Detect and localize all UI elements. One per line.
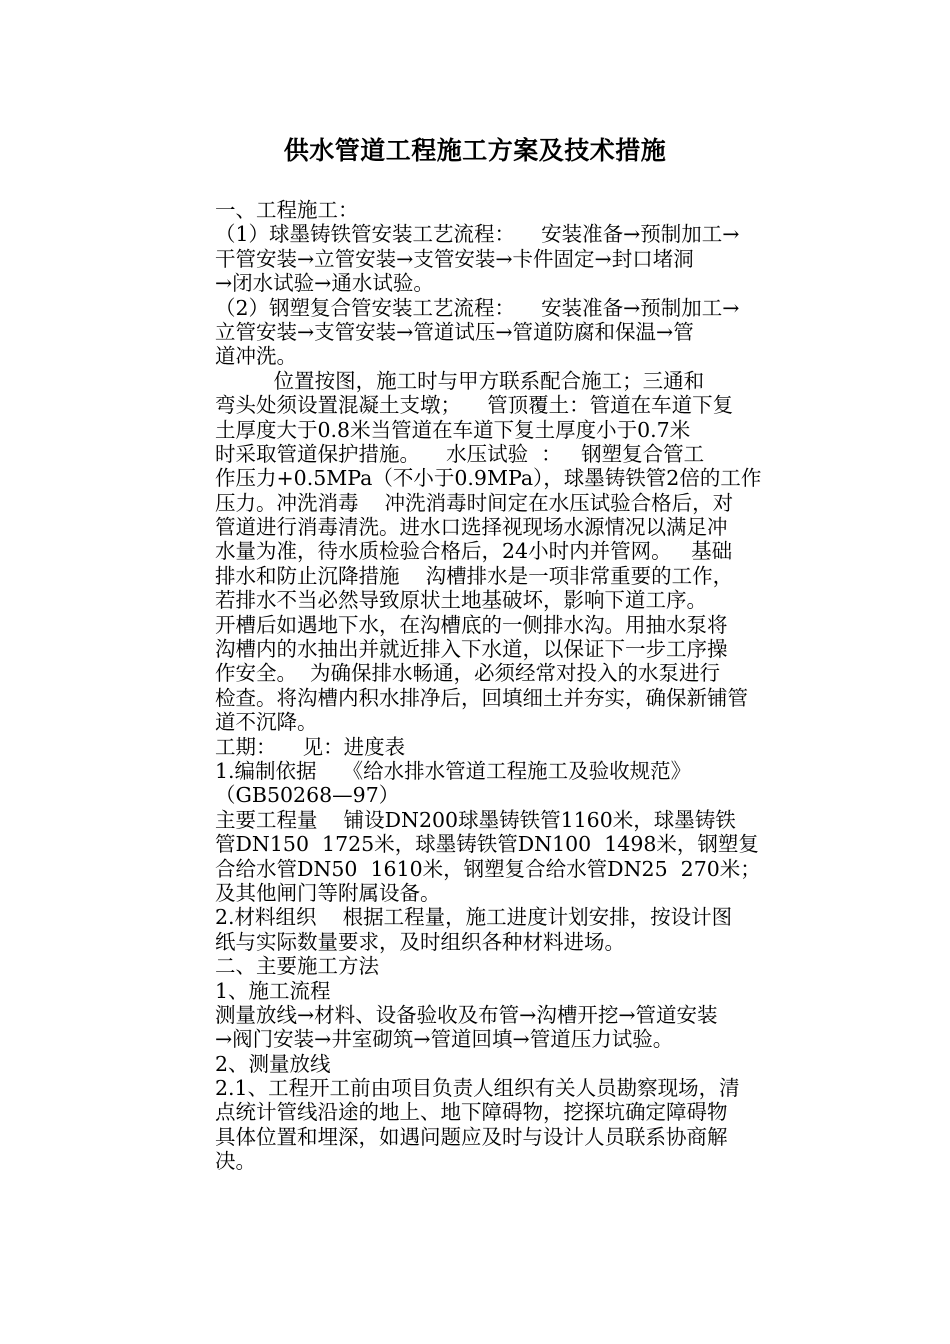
- text-line: 纸与实际数量要求，及时组织各种材料进场。: [215, 929, 625, 954]
- text-line: 位置按图，施工时与甲方联系配合施工；三通和: [215, 368, 705, 393]
- text-line: 检查。将沟槽内积水排净后，回填细土并夯实，确保新铺管: [215, 685, 748, 710]
- text-line: 作压力+0.5MPa（不小于0.9MPa），球墨铸铁管2倍的工作: [215, 466, 762, 491]
- text-line: （1）球墨铸铁管安装工艺流程： 安装准备→预制加工→: [215, 222, 740, 247]
- text-line: 合给水管DN50 1610米，钢塑复合给水管DN25 270米；: [215, 856, 761, 881]
- text-line: →阀门安装→井室砌筑→管道回填→管道压力试验。: [215, 1027, 674, 1052]
- text-line: 水量为准，待水质检验合格后，24小时内并管网。 基础: [215, 539, 733, 564]
- text-line: →闭水试验→通水试验。: [215, 271, 434, 296]
- text-line: 立管安装→支管安装→管道试压→管道防腐和保温→管: [215, 319, 694, 344]
- text-line: 点统计管线沿途的地上、地下障碍物，挖探坑确定障碍物: [215, 1100, 728, 1125]
- text-line: 及其他闸门等附属设备。: [215, 880, 441, 905]
- text-line: （2）钢塑复合管安装工艺流程： 安装准备→预制加工→: [215, 295, 740, 320]
- text-line: 若排水不当必然导致原状土地基破坏，影响下道工序。: [215, 588, 707, 613]
- text-line: 压力。冲洗消毒 冲洗消毒时间定在水压试验合格后，对: [215, 490, 734, 515]
- text-line: 决。: [215, 1149, 256, 1174]
- text-line: （GB50268—97）: [215, 783, 400, 808]
- text-line: 土厚度大于0.8米当管道在车道下复土厚度小于0.7米: [215, 417, 691, 442]
- text-line: 2.材料组织 根据工程量，施工进度计划安排，按设计图: [215, 905, 733, 930]
- text-line: 工期： 见：进度表: [215, 734, 406, 759]
- text-line: 二、主要施工方法: [215, 954, 379, 979]
- text-line: 2、测量放线: [215, 1051, 331, 1076]
- text-line: 主要工程量 铺设DN200球墨铸铁管1160米，球墨铸铁: [215, 807, 736, 832]
- text-line: 作安全。 为确保排水畅通，必须经常对投入的水泵进行: [215, 661, 721, 686]
- text-line: 道冲洗。: [215, 344, 297, 369]
- text-line: 时采取管道保护措施。 水压试验 ： 钢塑复合管工: [215, 441, 705, 466]
- document-body: [215, 198, 811, 1174]
- text-line: 1、施工流程: [215, 978, 331, 1003]
- text-line: 沟槽内的水抽出并就近排入下水道，以保证下一步工序操: [215, 637, 728, 662]
- text-line: 具体位置和埋深，如遇问题应及时与设计人员联系协商解: [215, 1124, 728, 1149]
- text-line: 弯头处须设置混凝土支墩； 管顶覆土：管道在车道下复: [215, 393, 734, 418]
- text-line: 测量放线→材料、设备验收及布管→沟槽开挖→管道安装: [215, 1002, 718, 1027]
- text-line: 排水和防止沉降措施 沟槽排水是一项非常重要的工作，: [215, 563, 734, 588]
- text-line: 干管安装→立管安装→支管安装→卡件固定→封口堵洞: [215, 246, 694, 271]
- document-title: 供水管道工程施工方案及技术措施: [283, 136, 667, 165]
- text-line: 管道进行消毒清洗。进水口选择视现场水源情况以满足冲: [215, 515, 728, 540]
- text-line: 1.编制依据 《给水排水管道工程施工及验收规范》: [215, 758, 692, 783]
- text-line: 开槽后如遇地下水，在沟槽底的一侧排水沟。用抽水泵将: [215, 612, 728, 637]
- text-line: 一、工程施工：: [215, 198, 359, 222]
- text-line: 管DN150 1725米，球墨铸铁管DN100 1498米，钢塑复: [215, 832, 759, 857]
- text-line: 道不沉降。: [215, 710, 318, 735]
- text-line: 2.1、工程开工前由项目负责人组织有关人员勘察现场，清: [215, 1076, 740, 1101]
